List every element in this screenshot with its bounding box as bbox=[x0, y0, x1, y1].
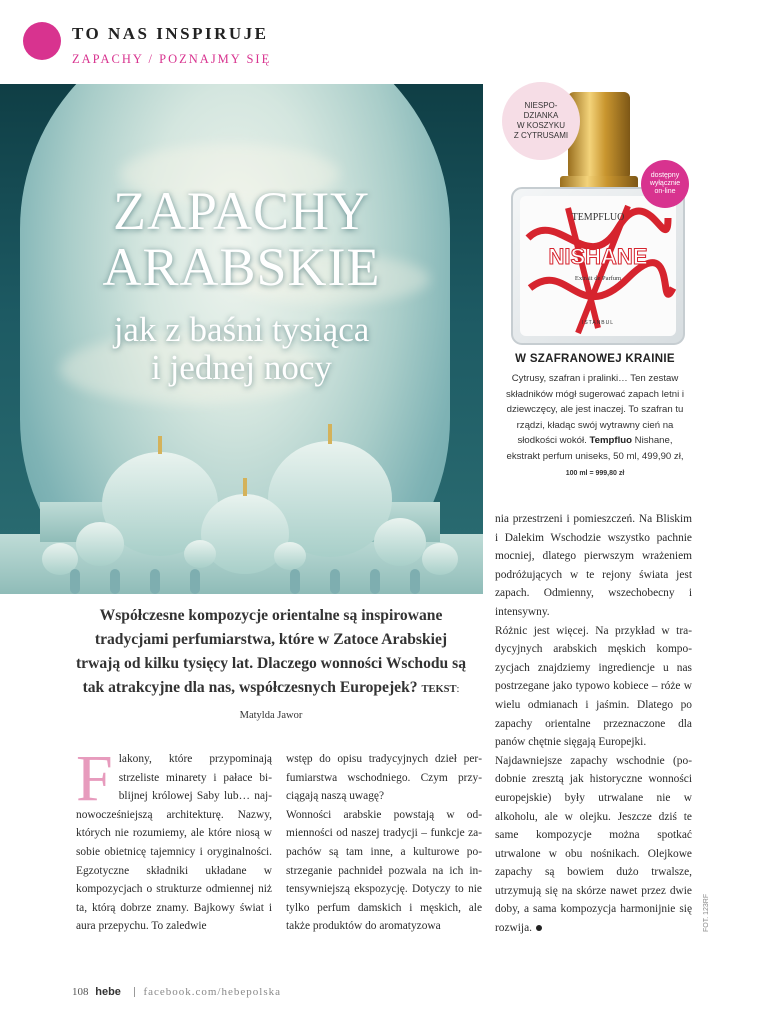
footer-divider bbox=[134, 987, 135, 997]
product-description: Cytrusy, szafran i pralinki… Ten zestaw składników mógł sugerować zapach letni i dziewczęcy, ale jest inaczej. To szafran tu rządzi, kładąc swój wytrawny cień na słodkości wokół. bbox=[505, 373, 685, 447]
bottle-label-brand: NISHANE bbox=[548, 244, 648, 269]
bottle-label-top: TEMPFLUO bbox=[571, 212, 625, 223]
hero-subtitle-line1: jak z baśni tysiąca bbox=[113, 310, 370, 349]
column-3-paragraph: Różnic jest więcej. Na przykład w tradycyjnych arabskich męskich kompozycjach znajdziemy ingrediencje u nas postrzegane jako typowo kobiece – róże w wielu odmianach i jaśmin. Dlatego po zapachy orientalne przeznaczone dla panów chętnie sięgają Europejki. bbox=[495, 624, 692, 749]
section-title: TO NAS INSPIRUJE bbox=[72, 24, 269, 43]
product-unit-price: 100 ml = 999,80 zł bbox=[565, 469, 625, 477]
column-2-paragraph: Wonności arabskie powstają w odmienności od naszej tradycji – funkcje zapachów są tam inne, a kulturowe postrzeganie pachnideł pozwala na ich intensywniejszą ekspozycję. Dotyczy to nie tylko perfum damskich i męskich, ale także produktów do aromatyzowa bbox=[286, 808, 482, 933]
end-mark-icon bbox=[536, 925, 542, 931]
product-description-block bbox=[500, 371, 690, 481]
brand-logo: hebe bbox=[95, 986, 121, 998]
article-column-3 bbox=[495, 510, 692, 938]
section-dot bbox=[23, 22, 61, 60]
column-2-paragraph: wstęp do opisu tradycyjnych dzieł perfumiarstwa wschodniego. Czym przyciągają naszą uwagę? bbox=[286, 753, 482, 803]
bottle-label-type: Extrait de Parfum bbox=[574, 275, 622, 282]
hero-subtitle-line2: i jednej nocy bbox=[151, 348, 332, 387]
product-name: Tempfluo bbox=[589, 435, 632, 447]
column-3-paragraph: Najdawniejsze zapachy wschodnie (podobnie zresztą jak historyczne wonności europejskie) były utrwalane nie w alkoholu, ale w olejku. Jeszcze dziś te same kompozycje można spotkać utrwalone w obu nośnikach. Olejkowe zapachy są bowiem dużo trwalsze, utrzymują się na skórze nawet przez dwie doby, a sama kompozycja harmonijnie się rozwija. bbox=[495, 754, 692, 935]
page-number: 108 bbox=[72, 986, 89, 998]
page-footer bbox=[72, 986, 281, 998]
bottle-label-origin: ISTANBUL bbox=[581, 320, 615, 326]
column-3-paragraph: nia przestrzeni i pomieszczeń. Na Bliskim i Dalekim Wschodzie wszystko pachnie mocniej, dlatego pierwszym wrażeniem podróżujących w te rejony świata jest zapach. Odmienny, wszechobecny i intensywny. bbox=[495, 513, 692, 618]
mosque-illustration bbox=[0, 384, 483, 594]
column-1-text: lakony, które przypominają strzeliste minarety i pałace biblijnej królowej Saby lub… najnowocześniejszą architekturę. Nazwy, których nie rozumiemy, ale które niosą w sobie obietnicę tajemnicy i oryginalności. Egzotyczne składniki układane w kompozycjach o strukturze odmiennej niż ta, którą dobrze znamy. Bajkowy świat i aura przepychu. To zaledwie bbox=[76, 753, 272, 933]
product-details: Nishane, ekstrakt perfum uniseks, 50 ml, 499,90 zł, bbox=[506, 435, 684, 462]
hero-image bbox=[0, 84, 483, 594]
online-only-text: dostępny wyłącznie on-line bbox=[649, 172, 681, 195]
promo-bubble bbox=[502, 82, 580, 160]
product-heading: W SZAFRANOWEJ KRAINIE bbox=[515, 353, 675, 365]
lead-text: Współczesne kompozycje orientalne są inspirowane tradycjami perfumiarstwa, które w Zatoce Arabskiej trwają od kilku tysięcy lat. Dlaczego wonności Wschodu są tak atrakcyjne dla nas, współczesnych Europejek? bbox=[75, 607, 466, 696]
promo-bubble-text: NIESPO- DZIANKA W KOSZYKU Z CYTRUSAMI bbox=[513, 101, 569, 140]
hero-title-line1: ZAPACHY bbox=[112, 181, 371, 241]
article-lead bbox=[72, 604, 470, 728]
article-column-2 bbox=[286, 750, 482, 936]
facebook-link[interactable]: facebook.com/hebepolska bbox=[143, 986, 281, 998]
drop-cap: F bbox=[76, 742, 113, 815]
section-breadcrumb: ZAPACHY / POZNAJMY SIĘ bbox=[72, 52, 272, 66]
hero-title-line2: ARABSKIE bbox=[102, 237, 381, 297]
photo-credit: FOT. 123RF bbox=[703, 893, 710, 932]
author-credit: TEKST: Matylda Jawor bbox=[239, 684, 460, 721]
article-column-1 bbox=[76, 742, 272, 936]
online-only-badge bbox=[641, 160, 689, 208]
